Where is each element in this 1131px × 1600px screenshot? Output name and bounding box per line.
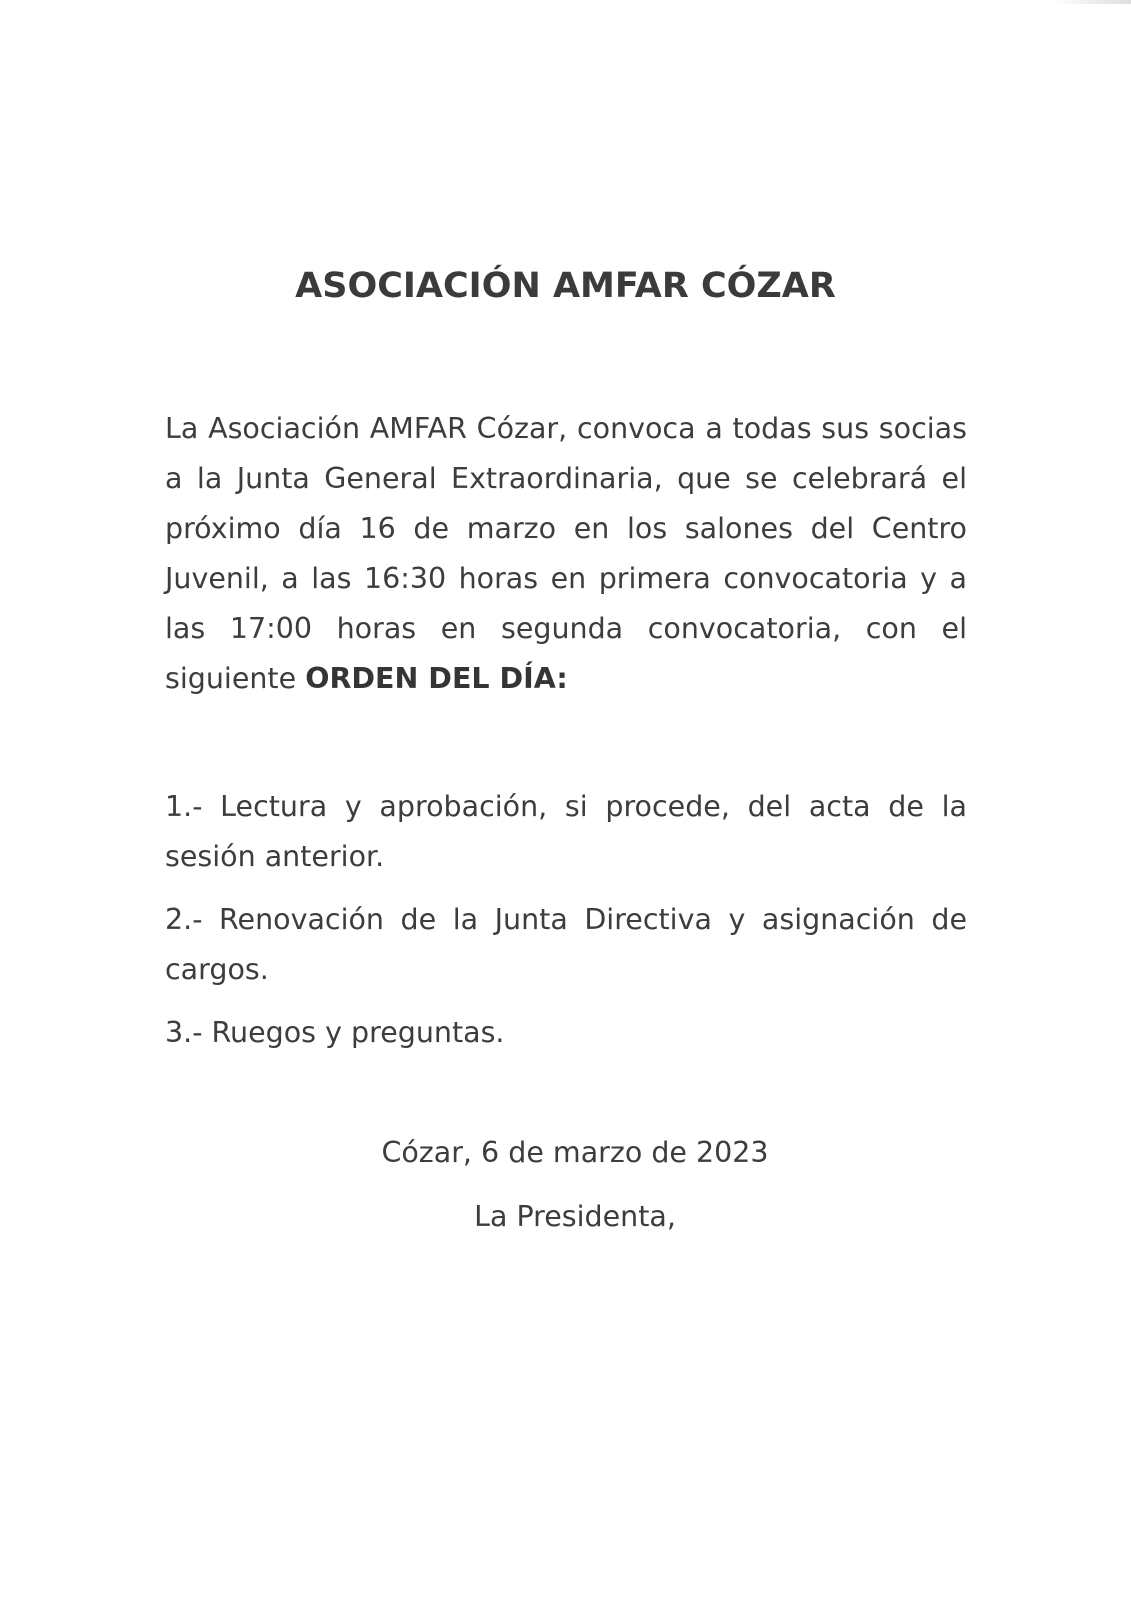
agenda-heading: ORDEN DEL DÍA: [305,662,568,695]
place-date: Cózar, 6 de marzo de 2023 [381,1136,769,1169]
intro-text: La Asociación AMFAR Cózar, convoca a todas sus socias a la Junta General Extraordinaria, que se celebrará el próximo día 16 de marzo en los salones del Centro Juvenil, a las 16:30 horas en primera convocatoria y a las 17:00 horas en segunda convocatoria, con el siguiente [165,412,967,695]
agenda-item-2: 2.- Renovación de la Junta Directiva y asignación de cargos. [165,903,967,986]
agenda-item-3: 3.- Ruegos y preguntas. [165,1016,505,1049]
intro-paragraph [165,404,967,704]
agenda-item-1: 1.- Lectura y aprobación, si procede, del acta de la sesión anterior. [165,790,967,873]
signature-line: La Presidenta, [474,1200,676,1233]
scan-edge-mark [1051,0,1131,4]
document-title: ASOCIACIÓN AMFAR CÓZAR [295,266,836,306]
